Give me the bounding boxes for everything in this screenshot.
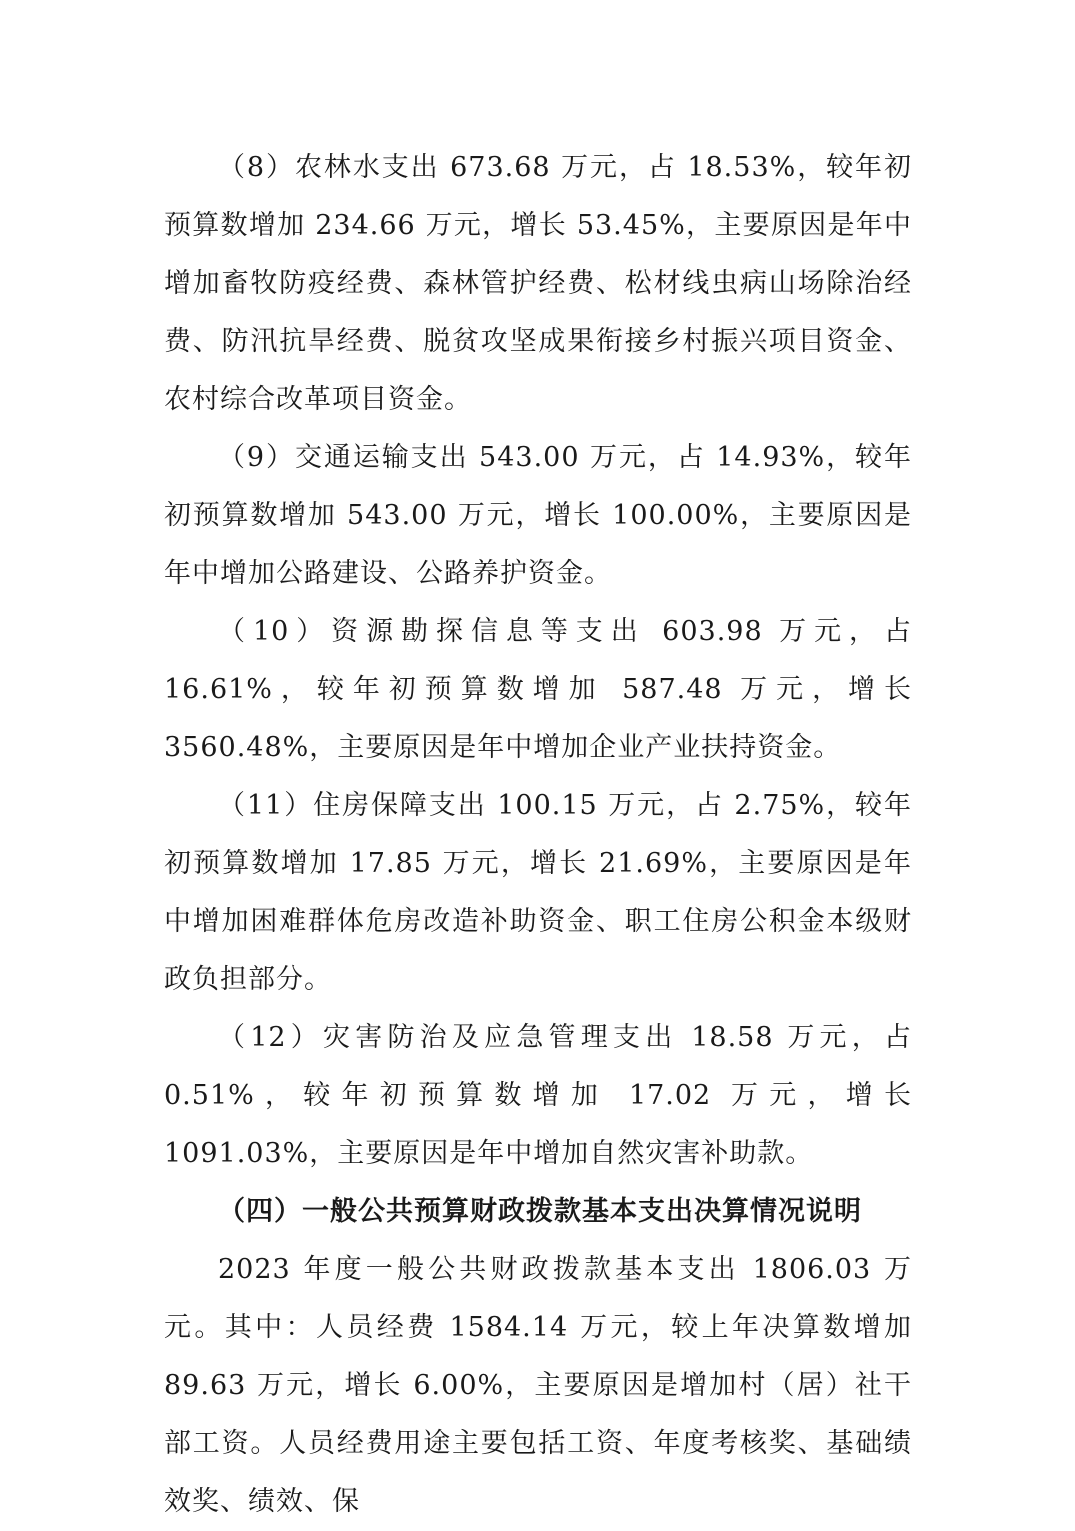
paragraph-resource-exploration: （10）资源勘探信息等支出 603.98 万元，占 16.61%，较年初预算数增加 587.48 万元，增长 3560.48%，主要原因是年中增加企业产业扶持资金。 — [164, 616, 912, 763]
section-heading: （四）一般公共预算财政拨款基本支出决算情况说明 — [218, 1196, 862, 1227]
paragraph-disaster-prevention: （12）灾害防治及应急管理支出 18.58 万元，占 0.51%，较年初预算数增加 17.02 万元，增长 1091.03%，主要原因是年中增加自然灾害补助款。 — [164, 1022, 912, 1169]
document-body — [164, 139, 912, 1531]
paragraph-basic-expenditure: 2023 年度一般公共财政拨款基本支出 1806.03 万元。其中：人员经费 1584.14 万元，较上年决算数增加 89.63 万元，增长 6.00%，主要原因是增加村（居）社干部工资。人员经费用途主要包括工资、年度考核奖、基础绩效奖、绩效、保 — [164, 1254, 912, 1517]
paragraph-transportation: （9）交通运输支出 543.00 万元，占 14.93%，较年初预算数增加 543.00 万元，增长 100.00%，主要原因是年中增加公路建设、公路养护资金。 — [164, 442, 912, 589]
paragraph-housing-security: （11）住房保障支出 100.15 万元，占 2.75%，较年初预算数增加 17.85 万元，增长 21.69%，主要原因是年中增加困难群体危房改造补助资金、职工住房公积金本级财政负担部分。 — [164, 790, 912, 995]
paragraph-agriculture-forestry-water: （8）农林水支出 673.68 万元，占 18.53%，较年初预算数增加 234.66 万元，增长 53.45%，主要原因是年中增加畜牧防疫经费、森林管护经费、松材线虫病山场除治经费、防汛抗旱经费、脱贫攻坚成果衔接乡村振兴项目资金、农村综合改革项目资金。 — [164, 152, 912, 415]
